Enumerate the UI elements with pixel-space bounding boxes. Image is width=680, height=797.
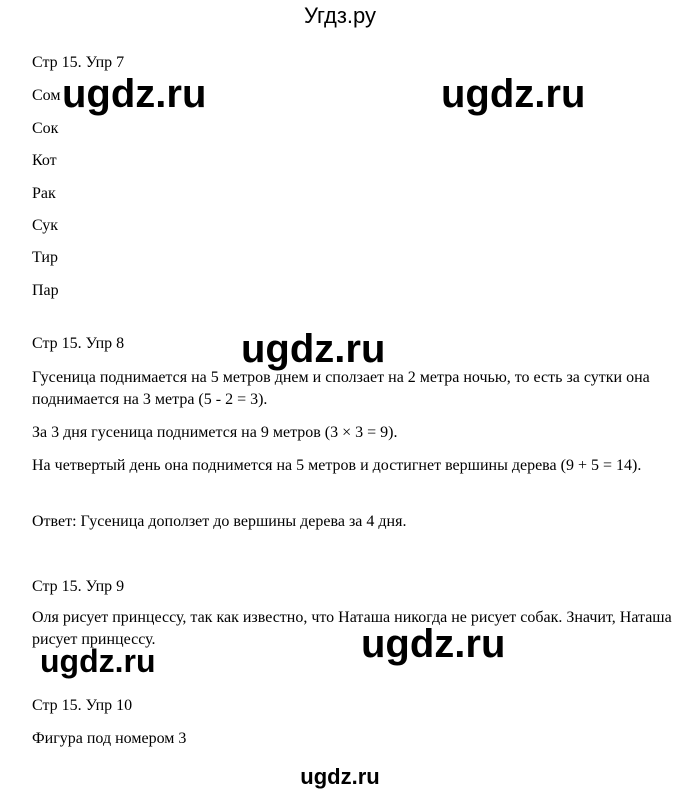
watermark: ugdz.ru [62, 72, 207, 116]
watermark: ugdz.ru [241, 327, 386, 371]
exercise-8-paragraph: Гусеница поднимается на 5 метров днем и сползает на 2 метра ночью, то есть за сутки она поднимается на 3 метра (5 - 2 = 3). [32, 369, 650, 408]
site-title[interactable]: Угдз.ру [303, 3, 377, 28]
exercise-8-paragraph: За 3 дня гусеница поднимется на 9 метров (3 × 3 = 9). [32, 424, 398, 441]
exercise-8-heading: Стр 15. Упр 8 [32, 335, 125, 352]
exercise-9-heading: Стр 15. Упр 9 [32, 578, 125, 595]
watermark: ugdz.ru [40, 643, 156, 679]
exercise-8-paragraph: На четвертый день она поднимется на 5 метров и достигнет вершины дерева (9 + 5 = 14). [32, 457, 642, 474]
footer-link[interactable]: ugdz.ru [300, 764, 380, 789]
exercise-7-word: Рак [32, 185, 56, 202]
exercise-10-heading: Стр 15. Упр 10 [32, 697, 133, 714]
exercise-8-answer: Ответ: Гусеница доползет до вершины дерева за 4 дня. [32, 513, 407, 530]
watermark: ugdz.ru [441, 72, 586, 116]
exercise-7-word: Тир [32, 249, 58, 266]
exercise-10-answer: Фигура под номером 3 [32, 730, 187, 747]
exercise-7-word: Сом [32, 87, 61, 104]
exercise-7-word: Сок [32, 120, 59, 137]
exercise-7-word: Сук [32, 217, 59, 234]
exercise-7-word: Кот [32, 152, 57, 169]
exercise-9-paragraph: Оля рисует принцессу, так как известно, что Наташа никогда не рисует собак. Значит, Наташа рисует принцессу. [32, 609, 672, 648]
exercise-7-heading: Стр 15. Упр 7 [32, 54, 125, 71]
watermark: ugdz.ru [361, 622, 506, 666]
exercise-7-word: Пар [32, 282, 59, 299]
